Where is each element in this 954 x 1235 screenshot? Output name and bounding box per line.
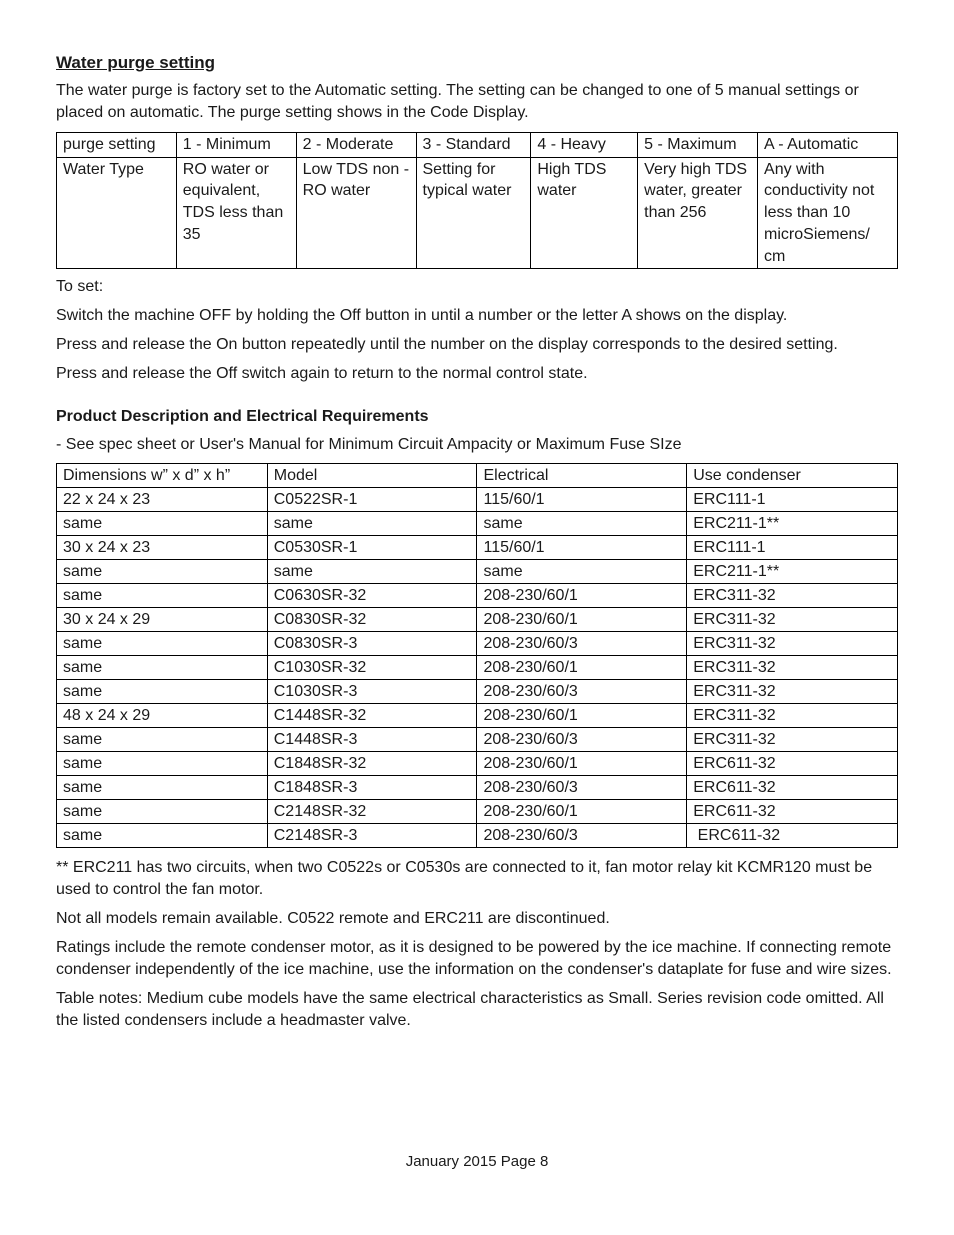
table-cell: Electrical [477, 464, 687, 488]
table-cell: same [267, 512, 477, 536]
table-cell: ERC311-32 [687, 656, 898, 680]
table-row [57, 776, 898, 800]
table-cell: ERC311-32 [687, 632, 898, 656]
table-row [57, 728, 898, 752]
table-cell: Very high TDS water, greater than 256 [638, 157, 758, 269]
table-cell: 208-230/60/3 [477, 824, 687, 848]
purge-table-header-row [57, 133, 898, 158]
table-cell: ERC611-32 [687, 824, 898, 848]
note-line: Table notes: Medium cube models have the same electrical characteristics as Small. Series revision code omitted. All the listed condensers include a headmaster valve. [56, 990, 884, 1030]
purge-intro: The water purge is factory set to the Automatic setting. The setting can be changed to one of 5 manual settings or placed on automatic. The purge setting shows in the Code Display. [56, 82, 859, 121]
table-cell: A - Automatic [758, 133, 898, 158]
table-cell: 208-230/60/1 [477, 752, 687, 776]
table-cell: ERC211-1** [687, 512, 898, 536]
table-cell: 208-230/60/3 [477, 680, 687, 704]
purge-settings-table [56, 132, 898, 269]
table-row [57, 584, 898, 608]
table-row [57, 512, 898, 536]
table-cell: C1848SR-3 [267, 776, 477, 800]
table-cell: Dimensions w” x d” x h” [57, 464, 268, 488]
table-row [57, 560, 898, 584]
table-cell: C2148SR-32 [267, 800, 477, 824]
table-cell: 115/60/1 [477, 536, 687, 560]
table-cell: same [57, 512, 268, 536]
table-row [57, 824, 898, 848]
table-row [57, 632, 898, 656]
table-cell: 208-230/60/1 [477, 608, 687, 632]
table-cell: C0830SR-3 [267, 632, 477, 656]
table-cell: 30 x 24 x 29 [57, 608, 268, 632]
table-cell: 5 - Maximum [638, 133, 758, 158]
table-cell: C1448SR-3 [267, 728, 477, 752]
purge-table-row [57, 157, 898, 269]
table-row [57, 536, 898, 560]
table-cell: 30 x 24 x 23 [57, 536, 268, 560]
table-row [57, 752, 898, 776]
purge-section-title: Water purge setting [56, 53, 215, 72]
table-cell: ERC111-1 [687, 488, 898, 512]
table-cell: C1448SR-32 [267, 704, 477, 728]
table-row [57, 704, 898, 728]
table-cell: C1030SR-32 [267, 656, 477, 680]
purge-steps [56, 276, 898, 385]
table-cell: Water Type [57, 157, 177, 269]
table-cell: purge setting [57, 133, 177, 158]
electrical-section [56, 406, 898, 1032]
table-cell: same [267, 560, 477, 584]
table-cell: ERC311-32 [687, 680, 898, 704]
electrical-table [56, 463, 898, 848]
table-cell: 208-230/60/1 [477, 800, 687, 824]
table-cell: ERC611-32 [687, 800, 898, 824]
table-cell: ERC311-32 [687, 728, 898, 752]
table-cell: 208-230/60/1 [477, 704, 687, 728]
table-cell: 208-230/60/3 [477, 632, 687, 656]
electrical-note: - See spec sheet or User's Manual for Minimum Circuit Ampacity or Maximum Fuse SIze [56, 436, 682, 454]
table-row [57, 608, 898, 632]
electrical-section-title: Product Description and Electrical Requirements [56, 408, 429, 426]
table-cell: same [57, 632, 268, 656]
note-line: Ratings include the remote condenser motor, as it is designed to be powered by the ice machine. If connecting remote condenser independently of the ice machine, use the information on the condenser's dataplate for fuse and wire sizes. [56, 939, 892, 979]
table-cell: Setting for typical water [416, 157, 531, 269]
table-cell: 208-230/60/3 [477, 776, 687, 800]
table-row [57, 656, 898, 680]
table-cell: RO water or equivalent, TDS less than 35 [176, 157, 296, 269]
table-cell: C0522SR-1 [267, 488, 477, 512]
table-cell: 208-230/60/1 [477, 656, 687, 680]
page-footer: January 2015 Page 8 [405, 1153, 549, 1170]
table-cell: C0830SR-32 [267, 608, 477, 632]
table-cell: Low TDS non - RO water [296, 157, 416, 269]
table-cell: same [477, 512, 687, 536]
table-cell: same [57, 560, 268, 584]
table-cell: 48 x 24 x 29 [57, 704, 268, 728]
table-cell: same [57, 728, 268, 752]
step-line: To set: [56, 278, 104, 296]
table-cell: ERC111-1 [687, 536, 898, 560]
electrical-header-row [57, 464, 898, 488]
step-line: Switch the machine OFF by holding the Off button in until a number or the letter A shows on the display. [56, 307, 788, 325]
table-cell: 1 - Minimum [176, 133, 296, 158]
note-line: Not all models remain available. C0522 remote and ERC211 are discontinued. [56, 910, 610, 928]
table-cell: 4 - Heavy [531, 133, 638, 158]
table-cell: ERC211-1** [687, 560, 898, 584]
table-cell: ERC311-32 [687, 608, 898, 632]
table-cell: 208-230/60/1 [477, 584, 687, 608]
table-cell: High TDS water [531, 157, 638, 269]
table-cell: same [57, 584, 268, 608]
step-line: Press and release the Off switch again to return to the normal control state. [56, 365, 588, 383]
step-line: Press and release the On button repeatedly until the number on the display corresponds to the desired setting. [56, 336, 838, 354]
table-cell: C1848SR-32 [267, 752, 477, 776]
table-cell: C0530SR-1 [267, 536, 477, 560]
table-cell: Any with conductivity not less than 10 microSiemens/ cm [758, 157, 898, 269]
table-cell: same [57, 680, 268, 704]
table-row [57, 800, 898, 824]
table-cell: C2148SR-3 [267, 824, 477, 848]
table-cell: C1030SR-3 [267, 680, 477, 704]
table-cell: same [57, 776, 268, 800]
table-cell: 208-230/60/3 [477, 728, 687, 752]
table-cell: ERC311-32 [687, 704, 898, 728]
electrical-notes [56, 857, 898, 1032]
table-row [57, 680, 898, 704]
table-cell: same [57, 824, 268, 848]
table-cell: same [57, 656, 268, 680]
document-page [56, 52, 898, 1039]
table-cell: same [477, 560, 687, 584]
note-line: ** ERC211 has two circuits, when two C0522s or C0530s are connected to it, fan motor relay kit KCMR120 must be used to control the fan motor. [56, 859, 873, 899]
table-cell: same [57, 800, 268, 824]
table-cell: ERC611-32 [687, 752, 898, 776]
table-cell: Use condenser [687, 464, 898, 488]
table-row [57, 488, 898, 512]
table-cell: Model [267, 464, 477, 488]
table-cell: C0630SR-32 [267, 584, 477, 608]
table-cell: 2 - Moderate [296, 133, 416, 158]
table-cell: 22 x 24 x 23 [57, 488, 268, 512]
table-cell: ERC611-32 [687, 776, 898, 800]
table-cell: 115/60/1 [477, 488, 687, 512]
table-cell: 3 - Standard [416, 133, 531, 158]
table-cell: ERC311-32 [687, 584, 898, 608]
table-cell: same [57, 752, 268, 776]
